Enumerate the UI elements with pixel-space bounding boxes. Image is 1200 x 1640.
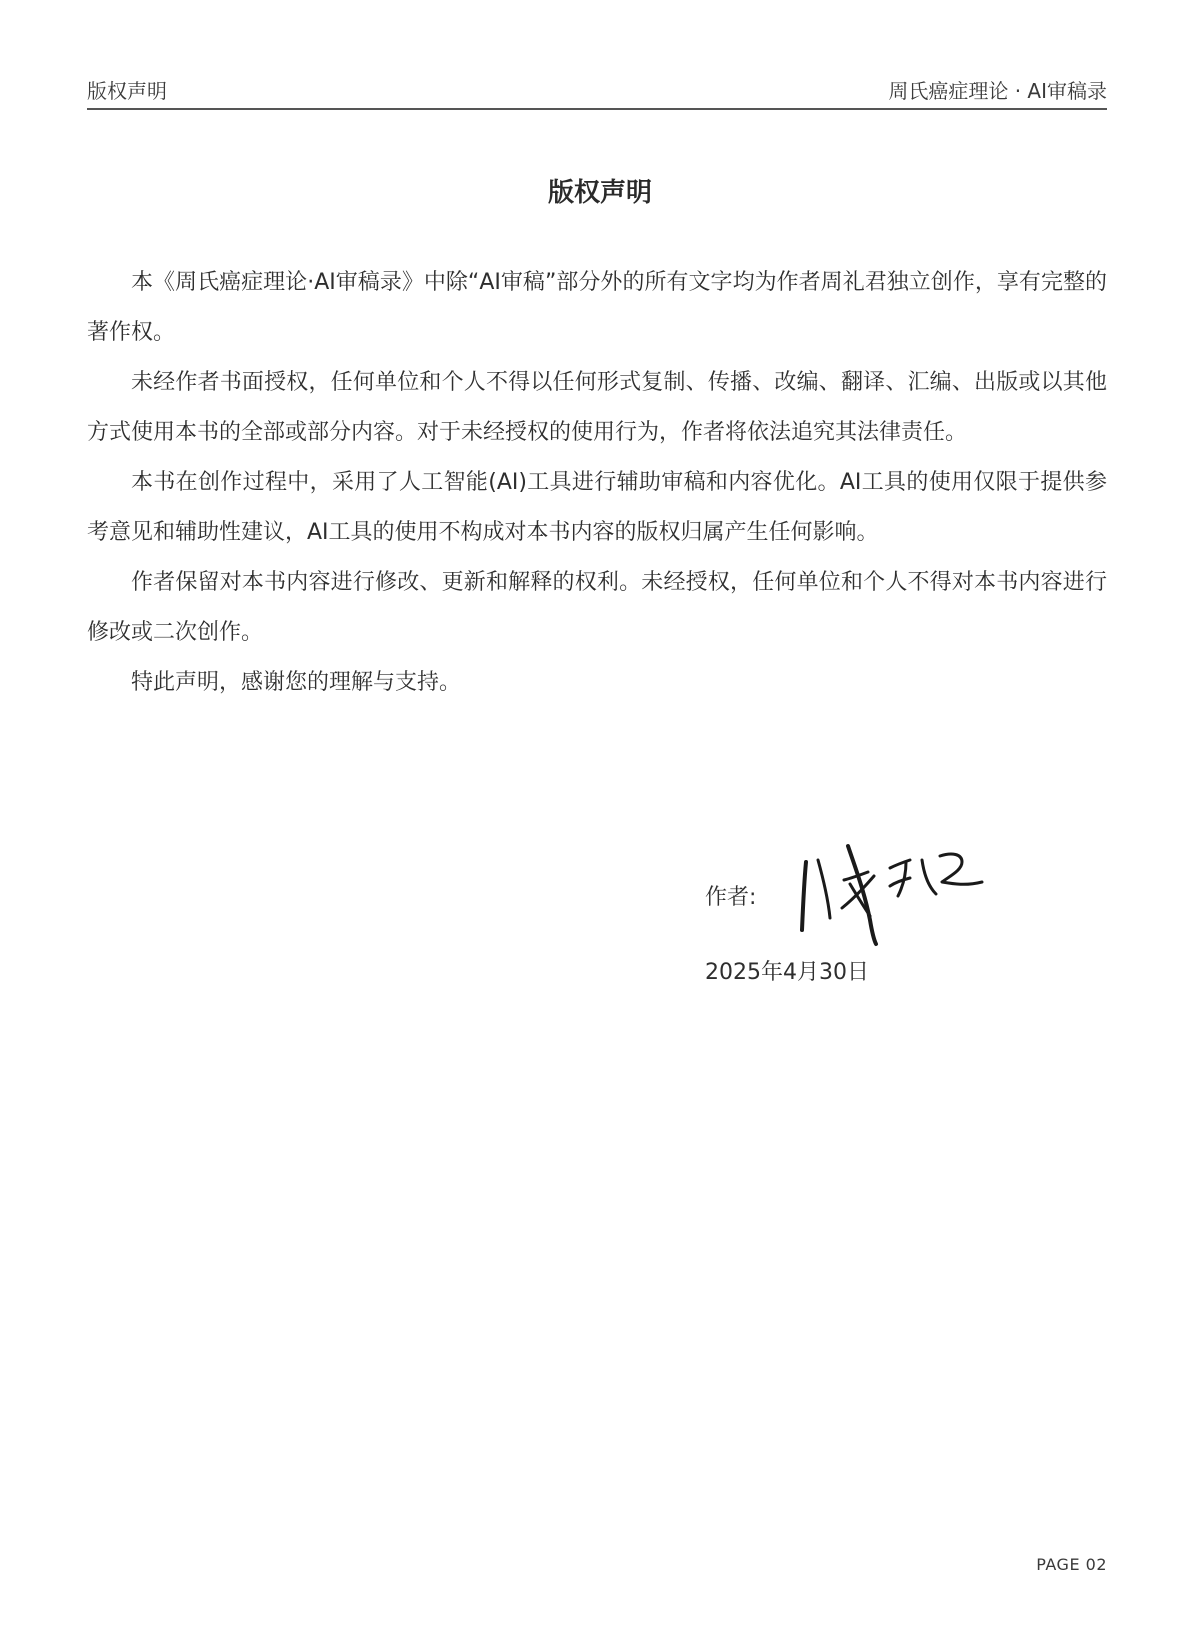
header-book-title: 周氏癌症理论 · AI审稿录 bbox=[888, 79, 1107, 103]
paragraph: 特此声明，感谢您的理解与支持。 bbox=[131, 670, 462, 695]
paragraph: 本书在创作过程中，采用了人工智能(AI)工具进行辅助审稿和内容优化。AI工具的使用仅限于提供参考意见和辅助性建议，AI工具的使用不构成对本书内容的版权归属产生任何影响。 bbox=[87, 470, 1107, 545]
paragraph: 本《周氏癌症理论·AI审稿录》中除“AI审稿”部分外的所有文字均为作者周礼君独立创作，享有完整的著作权。 bbox=[87, 270, 1107, 345]
page-title: 版权声明 bbox=[547, 178, 652, 208]
header-section-title: 版权声明 bbox=[87, 79, 167, 103]
running-header bbox=[87, 68, 1107, 110]
paragraph: 作者保留对本书内容进行修改、更新和解释的权利。未经授权，任何单位和个人不得对本书内容进行修改或二次创作。 bbox=[87, 570, 1107, 645]
page-number: PAGE 02 bbox=[1036, 1555, 1107, 1574]
author-signature bbox=[790, 838, 1000, 948]
signing-date: 2025年4月30日 bbox=[705, 960, 869, 985]
body-text bbox=[87, 258, 1107, 708]
author-label: 作者: bbox=[705, 885, 757, 910]
paragraph: 未经作者书面授权，任何单位和个人不得以任何形式复制、传播、改编、翻译、汇编、出版或以其他方式使用本书的全部或部分内容。对于未经授权的使用行为，作者将依法追究其法律责任。 bbox=[87, 370, 1107, 445]
